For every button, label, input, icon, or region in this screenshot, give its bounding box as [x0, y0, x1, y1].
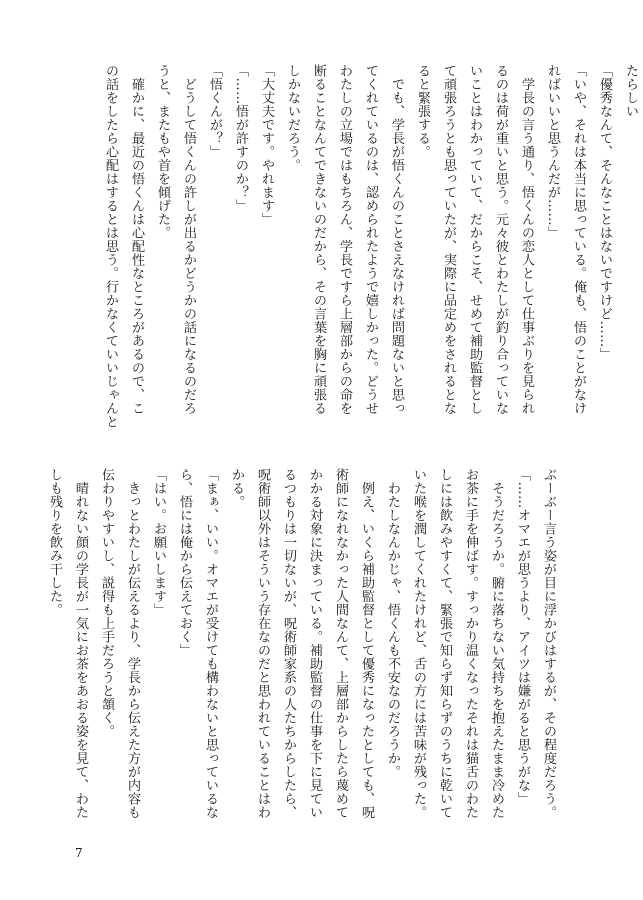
text-line: そうだろうか。腑に落ちない気持ちを抱えたまま冷めた [489, 468, 504, 819]
text-line: 「はい。お願いします」 [151, 468, 166, 617]
text-line: 呪術師以外はそういう存在なのだと思われていることはわ [255, 468, 270, 819]
text-line: 「まぁ、いい。オマエが受けても構わないと思っているな [203, 468, 218, 819]
text-line: お茶に手を伸ばす。すっかり温くなったそれは猫舌のわた [463, 468, 478, 819]
text-line: 確かに、最近の悟くんは心配性なところがあるので、こ [129, 64, 144, 415]
text-line: たらしい [623, 64, 638, 118]
text-line: ら、悟には俺から伝えておく」 [177, 468, 192, 657]
upper-text-block [75, 64, 643, 428]
text-line: わたしの立場ではもちろん、学長ですら上層部からの命を [337, 64, 352, 415]
text-line: てくれているのは、認められたようで嬉しかった。どうせ [363, 64, 378, 415]
text-line: 「……オマエが思うより、アイツは嫌がると思うがな」 [515, 468, 530, 806]
text-line: て頑張ろうとも思っていたが、実際に品定めをされるとな [441, 64, 456, 415]
text-line: 例え、いくら補助監督として優秀になったとしても、呪 [359, 468, 374, 819]
text-line: 晴れない顔の学長が一気にお茶をあおる姿を見て、わた [73, 468, 88, 819]
text-line: うと、またもや首を傾げた。 [155, 64, 170, 240]
text-line: ぶーぶー言う姿が目に浮かびはするが、その程度だろう。 [541, 468, 556, 819]
text-line: 「悟くんが？」 [207, 64, 222, 159]
text-line: かる。 [229, 468, 244, 509]
text-line: 術師になれなかった人間なんて、上層部からしたら蔑めて [333, 468, 348, 819]
text-line: 「……悟が許すのか？」 [233, 64, 248, 213]
text-line: 「大丈夫です。やれます」 [259, 64, 274, 226]
text-line: 断ることなんてできないのだから、その言葉を胸に頑張る [311, 64, 326, 415]
text-line: しも残りを飲み干した。 [47, 468, 62, 617]
text-line: きっとわたしが伝えるより、学長から伝えた方が内容も [125, 468, 140, 819]
lower-text-block [47, 468, 561, 832]
text-line: 「いや、それは本当に思っている。俺も、悟のことがなけ [571, 64, 586, 415]
text-line: わたしなんかじゃ、悟くんも不安なのだろうか。 [385, 468, 400, 779]
text-line: るつもりは一切ないが、呪術師家系の人たちからしたら、 [281, 468, 296, 819]
text-line: ると緊張する。 [415, 64, 430, 159]
text-line: しには飲みやすくて、緊張で知らず知らずのうちに乾いて [437, 468, 452, 819]
text-line: 学長の言う通り、悟くんの恋人として仕事ぶりを見られ [519, 64, 534, 415]
text-line: るのは荷が重いと思う。元々彼とわたしが釣り合っていな [493, 64, 508, 415]
text-line: でも、学長が悟くんのことさえなければ問題ないと思っ [389, 64, 404, 415]
page-number: 7 [75, 846, 83, 860]
text-line: かかる対象に決まっている。補助監督の仕事を下に見てい [307, 468, 322, 819]
text-line: ればいいと思うんだが……」 [545, 64, 560, 240]
text-line: どうして悟くんの許しが出るかどうかの話になるのだろ [181, 64, 196, 415]
text-line: いた喉を潤してくれたけれど、舌の方には苦味が残った。 [411, 468, 426, 819]
text-line: 「優秀なんて、そんなことはないですけど……」 [597, 64, 612, 361]
text-line: 伝わりやすいし、説得も上手だろうと頷く。 [99, 468, 114, 738]
text-line: しかないだろう。 [285, 64, 300, 172]
text-line: の話をしたら心配はするとは思う。行かなくていいじゃんと [103, 64, 118, 429]
text-line: いことはわかっていて、だからこそ、せめて補助監督とし [467, 64, 482, 415]
